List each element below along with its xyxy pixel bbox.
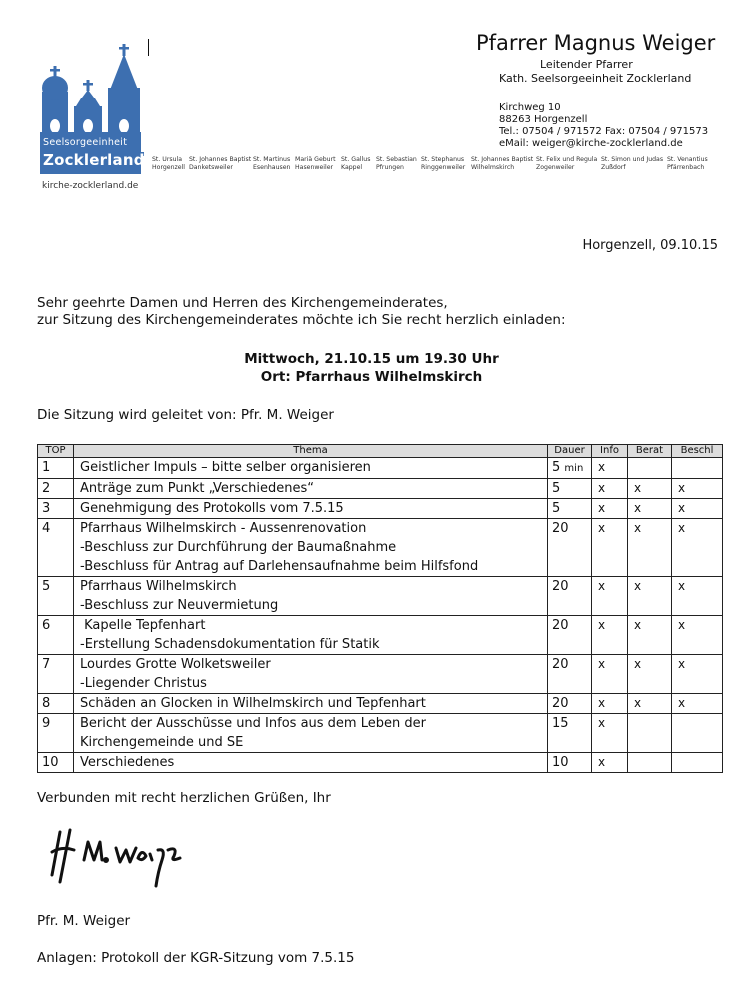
- sender-role: Leitender Pfarrer: [540, 58, 633, 71]
- dauer-value: 5: [552, 481, 561, 496]
- text-cursor: [148, 39, 149, 56]
- dauer-cell: [548, 499, 592, 519]
- parish: St. Johannes Baptist Wilhelmskirch: [471, 156, 534, 171]
- top-cell: 5: [38, 577, 74, 616]
- closing-text: Verbunden mit recht herzlichen Grüßen, Ihr: [37, 790, 331, 806]
- berat-cell: x: [628, 577, 672, 616]
- parish: St. Felix und Regula Zogenweiler: [536, 156, 598, 171]
- dauer-cell: [548, 714, 592, 753]
- thema-line: Kapelle Tepfenhart: [80, 618, 206, 633]
- thema-line: Schäden an Glocken in Wilhelmskirch und Tepfenhart: [80, 696, 426, 711]
- logo-line-1: Seelsorgeeinheit: [43, 137, 128, 148]
- dauer-value: 15: [552, 716, 569, 731]
- top-cell: 4: [38, 519, 74, 577]
- table-row: [38, 616, 723, 655]
- beschl-cell: x: [672, 479, 723, 499]
- beschl-cell: x: [672, 694, 723, 714]
- info-cell: x: [592, 519, 628, 577]
- thema-cell: [74, 714, 548, 753]
- info-cell: x: [592, 616, 628, 655]
- top-cell: 2: [38, 479, 74, 499]
- beschl-cell: [672, 714, 723, 753]
- table-header-row: [38, 445, 723, 458]
- thema-cell: [74, 519, 548, 577]
- meeting-where: Ort: Pfarrhaus Wilhelmskirch: [260, 369, 483, 385]
- thema-cell: [74, 499, 548, 519]
- sender-phone: Tel.: 07504 / 971572 Fax: 07504 / 971573: [499, 126, 709, 137]
- berat-cell: [628, 458, 672, 479]
- thema-line: Pfarrhaus Wilhelmskirch: [80, 579, 237, 594]
- signature-name: Pfr. M. Weiger: [37, 913, 131, 929]
- sender-email[interactable]: eMail: weiger@kirche-zocklerland.de: [499, 138, 683, 149]
- thema-cell: [74, 616, 548, 655]
- info-cell: x: [592, 499, 628, 519]
- dauer-cell: [548, 479, 592, 499]
- column-header: Info: [592, 445, 628, 458]
- top-cell: 10: [38, 753, 74, 773]
- berat-cell: x: [628, 499, 672, 519]
- thema-line: Genehmigung des Protokolls vom 7.5.15: [80, 501, 344, 516]
- info-cell: x: [592, 655, 628, 694]
- intro-text: zur Sitzung des Kirchengemeinderates möchte ich Sie recht herzlich einladen:: [37, 312, 566, 328]
- meeting-when: Mittwoch, 21.10.15 um 19.30 Uhr: [244, 351, 499, 367]
- sender-city: 88263 Horgenzell: [499, 114, 588, 125]
- beschl-cell: x: [672, 616, 723, 655]
- beschl-cell: [672, 458, 723, 479]
- dauer-value: 10: [552, 755, 569, 770]
- berat-cell: [628, 753, 672, 773]
- dauer-cell: [548, 616, 592, 655]
- dauer-unit: min: [564, 463, 584, 474]
- dauer-cell: [548, 753, 592, 773]
- dauer-value: 5: [552, 460, 561, 475]
- berat-cell: x: [628, 655, 672, 694]
- attachments: Anlagen: Protokoll der KGR-Sitzung vom 7.5.15: [37, 950, 355, 966]
- parish: Mariä Geburt Hasenweiler: [295, 156, 336, 171]
- thema-cell: [74, 458, 548, 479]
- info-cell: x: [592, 753, 628, 773]
- salutation: Sehr geehrte Damen und Herren des Kirchengemeinderates,: [37, 295, 448, 311]
- chair-text: Die Sitzung wird geleitet von: Pfr. M. Weiger: [37, 407, 334, 423]
- table-row: [38, 479, 723, 499]
- agenda-body: [38, 458, 723, 773]
- parish: St. Martinus Esenhausen: [253, 156, 291, 171]
- table-row: [38, 753, 723, 773]
- info-cell: x: [592, 458, 628, 479]
- berat-cell: [628, 714, 672, 753]
- info-cell: x: [592, 577, 628, 616]
- table-row: [38, 577, 723, 616]
- top-cell: 6: [38, 616, 74, 655]
- thema-cell: [74, 577, 548, 616]
- dauer-cell: [548, 458, 592, 479]
- thema-cell: [74, 753, 548, 773]
- top-cell: 8: [38, 694, 74, 714]
- logo-url: kirche-zocklerland.de: [42, 181, 139, 191]
- thema-cell: [74, 479, 548, 499]
- beschl-cell: x: [672, 577, 723, 616]
- berat-cell: x: [628, 694, 672, 714]
- berat-cell: x: [628, 479, 672, 499]
- thema-line: -Beschluss für Antrag auf Darlehensaufnahme beim Hilfsfond: [80, 559, 479, 574]
- parish: St. Simon und Judas Zußdorf: [601, 156, 664, 171]
- thema-line: -Liegender Christus: [80, 676, 207, 691]
- dauer-cell: [548, 577, 592, 616]
- table-row: [38, 694, 723, 714]
- sender-name: Pfarrer Magnus Weiger: [476, 31, 716, 55]
- beschl-cell: x: [672, 499, 723, 519]
- thema-line: Geistlicher Impuls – bitte selber organisieren: [80, 460, 371, 475]
- thema-cell: [74, 655, 548, 694]
- top-cell: 7: [38, 655, 74, 694]
- table-row: [38, 519, 723, 577]
- table-row: [38, 499, 723, 519]
- thema-line: Pfarrhaus Wilhelmskirch - Aussenrenovation: [80, 521, 367, 536]
- parish: St. Stephanus Ringgenweiler: [421, 156, 466, 171]
- dauer-value: 20: [552, 579, 569, 594]
- dauer-value: 20: [552, 657, 569, 672]
- dauer-cell: [548, 694, 592, 714]
- dauer-value: 20: [552, 618, 569, 633]
- thema-line: Verschiedenes: [80, 755, 175, 770]
- parish: St. Venantius Pfärrenbach: [667, 156, 708, 171]
- top-cell: 1: [38, 458, 74, 479]
- parish: St. Ursula Horgenzell: [152, 156, 186, 171]
- info-cell: x: [592, 714, 628, 753]
- thema-line: Anträge zum Punkt „Verschiedenes“: [80, 481, 314, 496]
- top-cell: 9: [38, 714, 74, 753]
- parish: St. Johannes Baptist Danketsweiler: [189, 156, 252, 171]
- handwritten-signature: [42, 820, 192, 890]
- info-cell: x: [592, 694, 628, 714]
- thema-line: Bericht der Ausschüsse und Infos aus dem Leben der: [80, 716, 426, 731]
- berat-cell: x: [628, 616, 672, 655]
- dauer-value: 20: [552, 696, 569, 711]
- parish: St. Sebastian Pfrungen: [376, 156, 417, 171]
- column-header: Beschl: [672, 445, 723, 458]
- thema-line: -Erstellung Schadensdokumentation für Statik: [80, 637, 380, 652]
- thema-line: Kirchengemeinde und SE: [80, 735, 244, 750]
- thema-line: -Beschluss zur Neuvermietung: [80, 598, 279, 613]
- thema-line: Lourdes Grotte Wolketsweiler: [80, 657, 271, 672]
- beschl-cell: [672, 753, 723, 773]
- thema-line: -Beschluss zur Durchführung der Baumaßnahme: [80, 540, 397, 555]
- dauer-cell: [548, 655, 592, 694]
- parish: St. Gallus Kappel: [341, 156, 371, 171]
- beschl-cell: x: [672, 655, 723, 694]
- column-header: Berat: [628, 445, 672, 458]
- beschl-cell: x: [672, 519, 723, 577]
- column-header: TOP: [38, 445, 74, 458]
- dauer-cell: [548, 519, 592, 577]
- dauer-value: 20: [552, 521, 569, 536]
- berat-cell: x: [628, 519, 672, 577]
- table-row: [38, 714, 723, 753]
- logo-line-2: Zocklerland: [43, 151, 145, 169]
- sender-street: Kirchweg 10: [499, 102, 561, 113]
- sender-unit: Kath. Seelsorgeeinheit Zocklerland: [499, 72, 692, 85]
- info-cell: x: [592, 479, 628, 499]
- agenda-table: [37, 444, 723, 773]
- thema-cell: [74, 694, 548, 714]
- table-row: [38, 458, 723, 479]
- place-date: Horgenzell, 09.10.15: [582, 238, 718, 253]
- table-row: [38, 655, 723, 694]
- top-cell: 3: [38, 499, 74, 519]
- column-header: Dauer: [548, 445, 592, 458]
- column-header: Thema: [74, 445, 548, 458]
- dauer-value: 5: [552, 501, 561, 516]
